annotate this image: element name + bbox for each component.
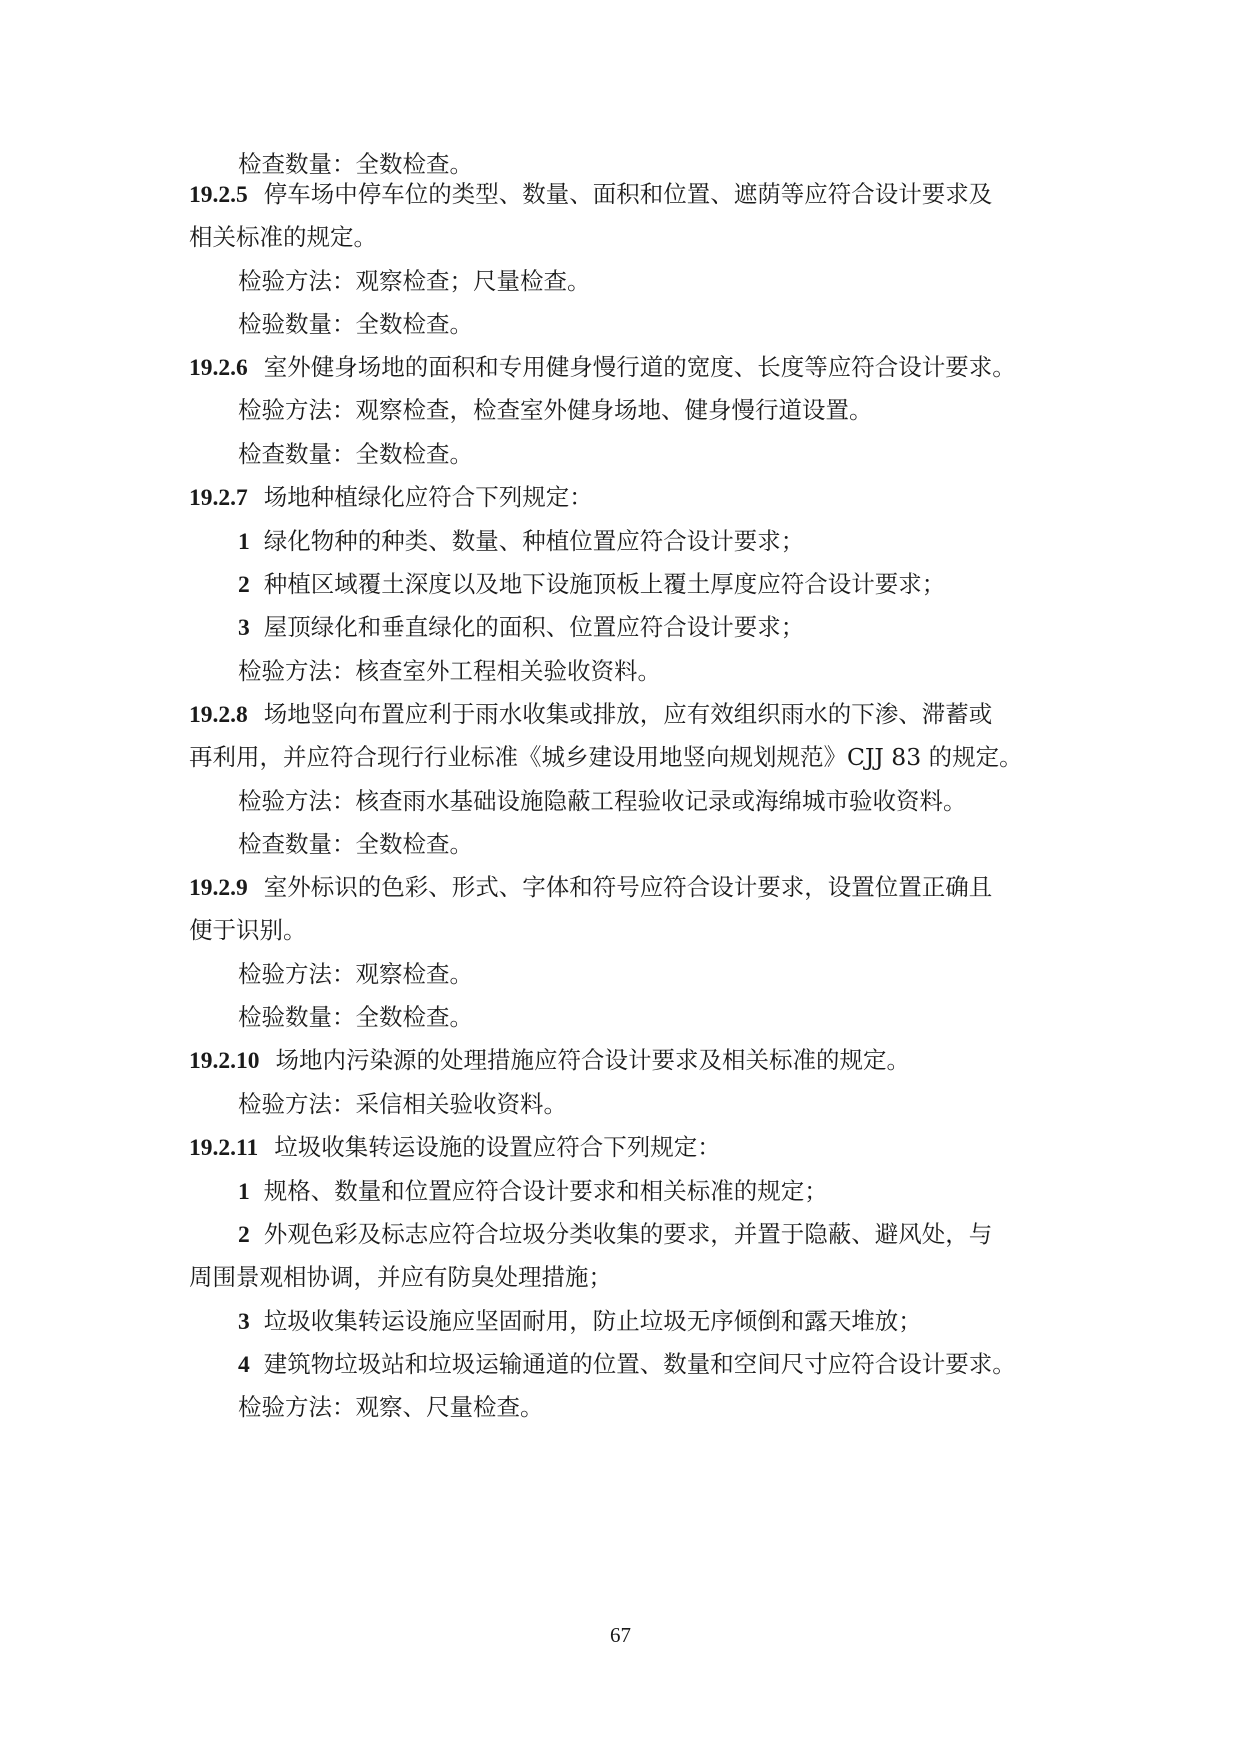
clause-number: 19.2.6 bbox=[189, 355, 248, 381]
list-item bbox=[238, 1301, 1059, 1341]
item-number: 2 bbox=[238, 572, 250, 598]
item-text: 外观色彩及标志应符合垃圾分类收集的要求，并置于隐蔽、避风处，与 bbox=[263, 1220, 993, 1248]
clause-text: 停车场中停车位的类型、数量、面积和位置、遮荫等应符合设计要求及 bbox=[263, 180, 993, 208]
clause-text: 室外健身场地的面积和专用健身慢行道的宽度、长度等应符合设计要求。 bbox=[263, 353, 1016, 381]
clause-19-2-8 bbox=[189, 694, 1059, 734]
clause-text: 室外标识的色彩、形式、字体和符号应符合设计要求，设置位置正确且 bbox=[263, 873, 993, 901]
inspection-method-line: 检验方法：观察检查；尺量检查。 bbox=[238, 267, 591, 295]
clause-continuation: 再利用，并应符合现行行业标准《城乡建设用地竖向规划规范》CJJ 83 的规定。 bbox=[189, 743, 1023, 771]
item-number: 2 bbox=[238, 1222, 250, 1248]
clause-number: 19.2.10 bbox=[189, 1048, 260, 1074]
item-text: 规格、数量和位置应符合设计要求和相关标准的规定； bbox=[263, 1177, 828, 1205]
inspection-quantity-line: 检查数量：全数检查。 bbox=[238, 830, 473, 858]
inspection-method-line: 检验方法：核查雨水基础设施隐蔽工程验收记录或海绵城市验收资料。 bbox=[238, 787, 967, 815]
clause-continuation: 相关标准的规定。 bbox=[189, 223, 377, 251]
clause-number: 19.2.11 bbox=[189, 1135, 259, 1161]
clause-19-2-10 bbox=[189, 1040, 1059, 1080]
inspection-method-line: 检验方法：观察检查。 bbox=[238, 960, 473, 988]
clause-text: 垃圾收集转运设施的设置应符合下列规定： bbox=[274, 1133, 721, 1161]
item-number: 1 bbox=[238, 529, 250, 555]
clause-19-2-5 bbox=[189, 174, 1059, 214]
list-item bbox=[238, 1344, 1059, 1384]
inspection-method-line: 检验方法：观察、尺量检查。 bbox=[238, 1393, 544, 1421]
clause-19-2-6 bbox=[189, 347, 1059, 387]
inspection-method-line: 检验方法：核查室外工程相关验收资料。 bbox=[238, 657, 661, 685]
clause-19-2-7 bbox=[189, 477, 1059, 517]
inspection-method-line: 检验方法：采信相关验收资料。 bbox=[238, 1090, 567, 1118]
clause-text: 场地种植绿化应符合下列规定： bbox=[263, 483, 593, 511]
list-item-continuation: 周围景观相协调，并应有防臭处理措施； bbox=[189, 1263, 612, 1291]
clause-continuation: 便于识别。 bbox=[189, 916, 307, 944]
list-item bbox=[238, 521, 1059, 561]
page-number: 67 bbox=[610, 1623, 631, 1647]
clause-number: 19.2.9 bbox=[189, 875, 248, 901]
item-text: 屋顶绿化和垂直绿化的面积、位置应符合设计要求； bbox=[263, 613, 805, 641]
list-item bbox=[238, 1171, 1059, 1211]
clause-number: 19.2.8 bbox=[189, 702, 248, 728]
item-number: 3 bbox=[238, 1309, 250, 1335]
clause-number: 19.2.7 bbox=[189, 485, 248, 511]
clause-text: 场地内污染源的处理措施应符合设计要求及相关标准的规定。 bbox=[275, 1046, 910, 1074]
item-number: 3 bbox=[238, 615, 250, 641]
clause-text: 场地竖向布置应利于雨水收集或排放，应有效组织雨水的下渗、滞蓄或 bbox=[263, 700, 993, 728]
inspection-method-line: 检验方法：观察检查，检查室外健身场地、健身慢行道设置。 bbox=[238, 396, 873, 424]
item-number: 4 bbox=[238, 1352, 250, 1378]
inspection-quantity-line: 检验数量：全数检查。 bbox=[238, 310, 473, 338]
inspection-quantity-line: 检验数量：全数检查。 bbox=[238, 1003, 473, 1031]
clause-19-2-11 bbox=[189, 1127, 1059, 1167]
item-text: 绿化物种的种类、数量、种植位置应符合设计要求； bbox=[263, 527, 805, 555]
item-text: 垃圾收集转运设施应坚固耐用，防止垃圾无序倾倒和露天堆放； bbox=[263, 1307, 922, 1335]
list-item bbox=[238, 1214, 1059, 1254]
item-text: 建筑物垃圾站和垃圾运输通道的位置、数量和空间尺寸应符合设计要求。 bbox=[263, 1350, 1016, 1378]
list-item bbox=[238, 607, 1059, 647]
inspection-quantity-line: 检查数量：全数检查。 bbox=[238, 150, 473, 178]
clause-19-2-9 bbox=[189, 867, 1059, 907]
list-item bbox=[238, 564, 1059, 604]
item-text: 种植区域覆土深度以及地下设施顶板上覆土厚度应符合设计要求； bbox=[263, 570, 946, 598]
inspection-quantity-line: 检查数量：全数检查。 bbox=[238, 440, 473, 468]
clause-number: 19.2.5 bbox=[189, 182, 248, 208]
item-number: 1 bbox=[238, 1179, 250, 1205]
